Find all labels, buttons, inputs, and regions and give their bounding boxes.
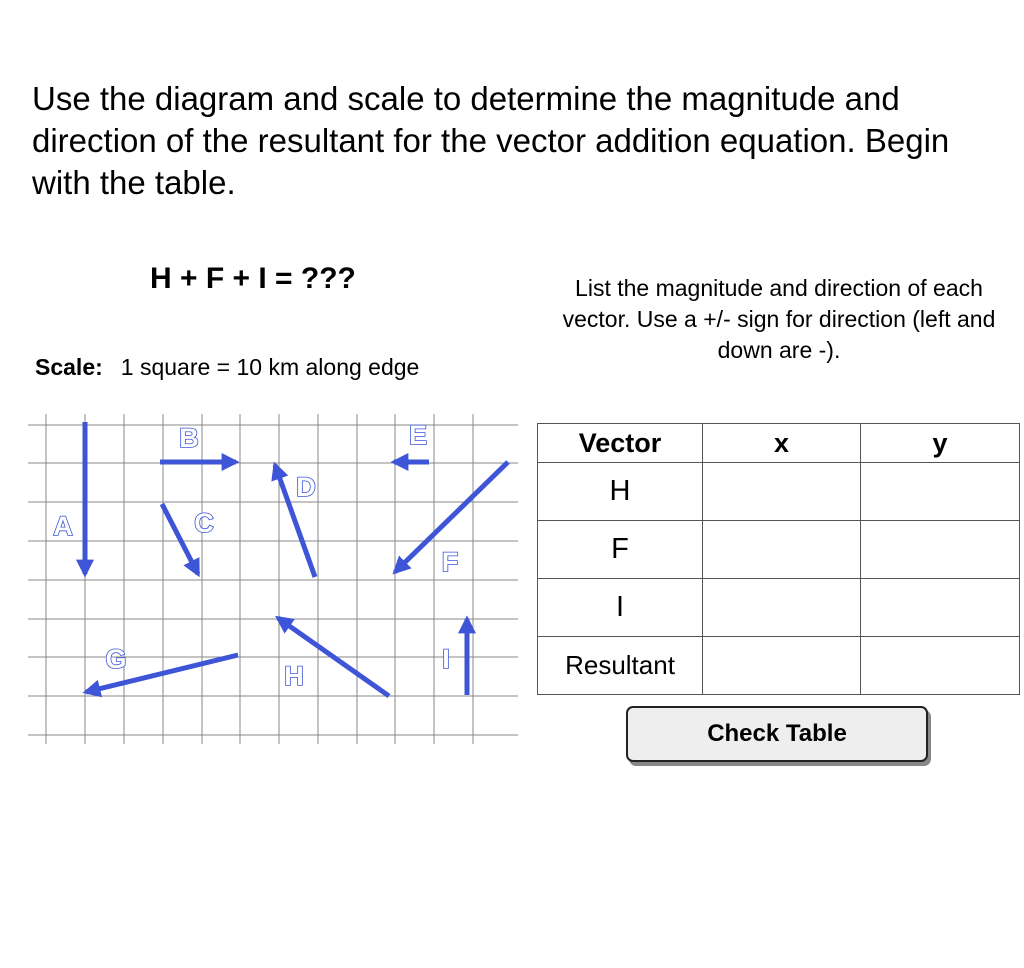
header-x: x: [703, 424, 861, 463]
row-h-y-cell[interactable]: [861, 463, 1020, 521]
header-vector: Vector: [538, 424, 703, 463]
vector-f-label: F: [441, 547, 459, 577]
row-resultant-x-cell[interactable]: [703, 637, 861, 695]
vector-e-label: E: [408, 420, 428, 450]
table-row: [538, 637, 1020, 695]
vector-table: [537, 423, 1020, 695]
vector-diagram: [26, 412, 522, 744]
scale-label: Scale:: [35, 354, 103, 380]
table-row: [538, 463, 1020, 521]
vector-d-label: D: [296, 472, 316, 502]
row-i-vector: I: [538, 579, 703, 637]
vector-i-label: I: [442, 644, 450, 674]
table-header-row: [538, 424, 1020, 463]
scale-note: [35, 354, 419, 381]
scale-text: 1 square = 10 km along edge: [120, 354, 420, 380]
vector-g-label: G: [105, 644, 127, 674]
vector-c-label: C: [194, 508, 214, 538]
table-row: [538, 579, 1020, 637]
table-instructions: List the magnitude and direction of each vector. Use a +/- sign for direction (left and down are -).: [562, 275, 996, 363]
vector-c-arrow: [162, 504, 198, 574]
table-row: [538, 521, 1020, 579]
row-f-y-cell[interactable]: [861, 521, 1020, 579]
vector-a-label: A: [53, 511, 73, 541]
check-table-button[interactable]: Check Table: [626, 706, 928, 762]
instructions: Use the diagram and scale to determine the magnitude and direction of the resultant for the vector addition equation. Begin with the table.: [32, 80, 950, 201]
row-i-y-cell[interactable]: [861, 579, 1020, 637]
header-y: y: [861, 424, 1020, 463]
row-resultant-y-cell[interactable]: [861, 637, 1020, 695]
grid: [28, 414, 518, 744]
row-f-vector: F: [538, 521, 703, 579]
equation: H + F + I = ???: [150, 262, 356, 295]
vector-h-label: H: [284, 661, 304, 691]
vector-b-label: B: [179, 423, 199, 453]
row-resultant-vector: Resultant: [538, 637, 703, 695]
row-h-vector: H: [538, 463, 703, 521]
row-f-x-cell[interactable]: [703, 521, 861, 579]
row-i-x-cell[interactable]: [703, 579, 861, 637]
row-h-x-cell[interactable]: [703, 463, 861, 521]
